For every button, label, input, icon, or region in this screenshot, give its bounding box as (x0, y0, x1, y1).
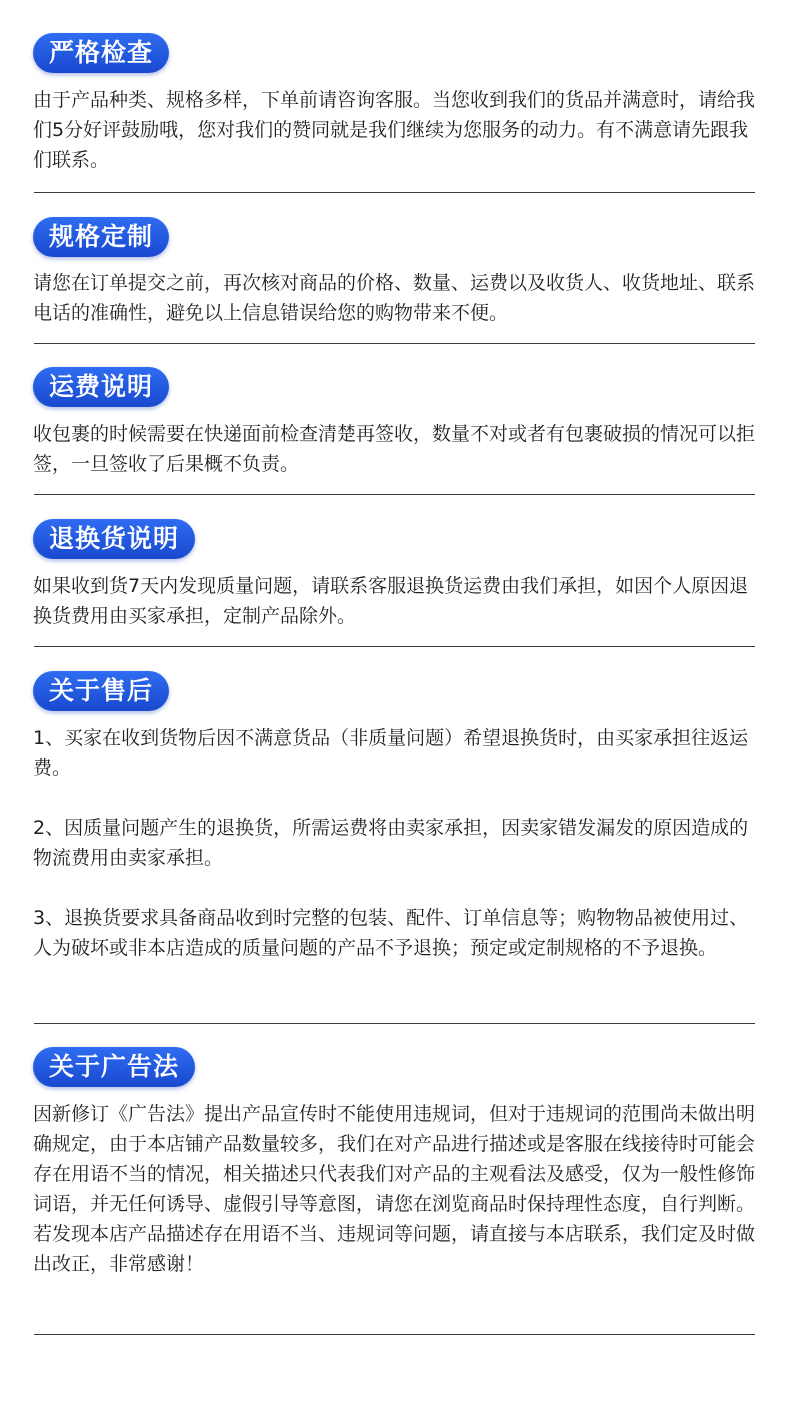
section-divider (34, 343, 755, 344)
paragraph: 由于产品种类、规格多样，下单前请咨询客服。当您收到我们的货品并满意时，请给我们5分好评鼓励哦，您对我们的赞同就是我们继续为您服务的动力。有不满意请先跟我们联系。 (33, 89, 756, 171)
section-body (33, 723, 755, 963)
section-title-badge (33, 33, 169, 73)
paragraph: 2、因质量问题产生的退换货，所需运费将由卖家承担，因卖家错发漏发的原因造成的物流费用由卖家承担。 (33, 817, 749, 869)
section-body (33, 85, 755, 175)
section-body (33, 268, 755, 328)
paragraph: 请您在订单提交之前，再次核对商品的价格、数量、运费以及收货人、收货地址、联系电话的准确性，避免以上信息错误给您的购物带来不便。 (33, 272, 756, 324)
paragraph: 因新修订《广告法》提出产品宣传时不能使用违规词，但对于违规词的范围尚未做出明确规定，由于本店铺产品数量较多，我们在对产品进行描述或是客服在线接待时可能会存在用语不当的情况，相关描述只代表我们对产品的主观看法及感受，仅为一般性修饰词语，并无任何诱导、虚假引导等意图，请您在浏览商品时保持理性态度，自行判断。 (33, 1103, 756, 1215)
section-title: 退换货说明 (49, 524, 180, 553)
section-divider (34, 192, 755, 193)
section-body (33, 1099, 755, 1279)
section-title-badge (33, 1047, 195, 1087)
section-divider (34, 646, 755, 647)
section-title-badge (33, 217, 169, 257)
paragraph: 如果收到货7天内发现质量问题，请联系客服退换货运费由我们承担，如因个人原因退换货费用由买家承担，定制产品除外。 (33, 575, 749, 627)
section-title: 关于售后 (49, 676, 154, 705)
paragraph: 收包裹的时候需要在快递面前检查清楚再签收，数量不对或者有包裹破损的情况可以拒签，一旦签收了后果概不负责。 (33, 423, 756, 475)
section-title: 规格定制 (49, 222, 154, 251)
section-title: 运费说明 (49, 372, 154, 401)
section-title: 关于广告法 (49, 1052, 180, 1081)
section-divider (34, 494, 755, 495)
section-body (33, 571, 755, 631)
paragraph: 若发现本店产品描述存在用语不当、违规词等问题，请直接与本店联系，我们定及时做出改正，非常感谢！ (33, 1223, 756, 1275)
paragraph: 3、退换货要求具备商品收到时完整的包装、配件、订单信息等；购物物品被使用过、人为破坏或非本店造成的质量问题的产品不予退换；预定或定制规格的不予退换。 (33, 907, 749, 959)
paragraph: 1、买家在收到货物后因不满意货品（非质量问题）希望退换货时，由买家承担往返运费。 (33, 727, 749, 779)
section-title-badge (33, 671, 169, 711)
section-title: 严格检查 (49, 38, 154, 67)
section-title-badge (33, 519, 195, 559)
section-body (33, 419, 755, 479)
section-divider (34, 1334, 755, 1335)
section-title-badge (33, 367, 169, 407)
section-divider (34, 1023, 755, 1024)
